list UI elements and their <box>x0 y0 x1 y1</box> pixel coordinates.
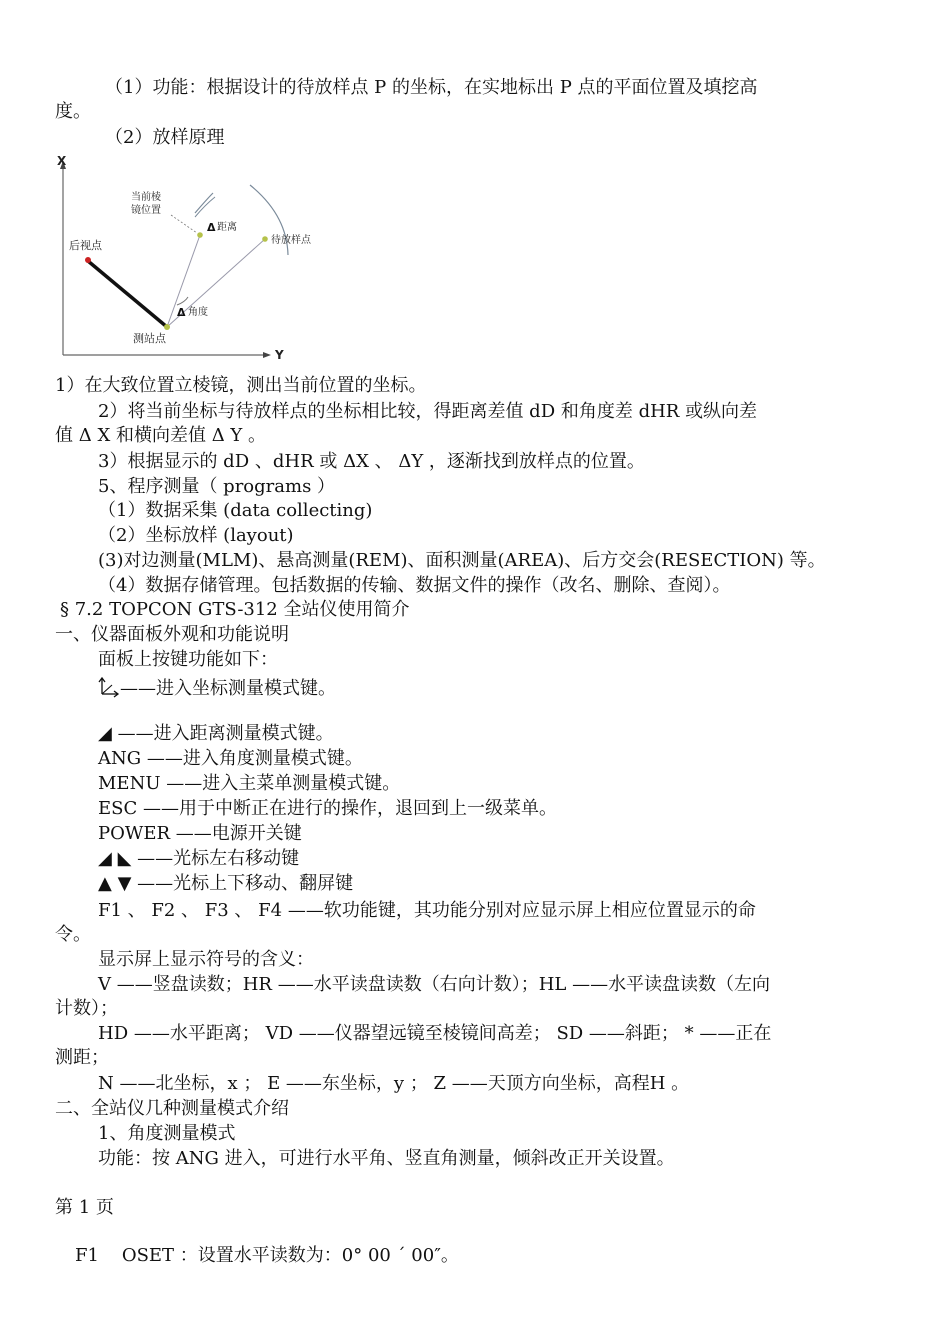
program-item-2: （2）坐标放样 (layout) <box>98 525 294 546</box>
key-coord-text: ——进入坐标测量模式键。 <box>120 678 336 699</box>
symbol-line-3: N ——北坐标，x ； E ——东坐标，y ； Z ——天顶方向坐标，高程H 。 <box>98 1073 690 1094</box>
page-number: 第 1 页 <box>55 1197 114 1218</box>
step-2: 2）将当前坐标与待放样点的坐标相比较，得距离差值 dD 和角度差 dHR 或纵向差 <box>98 401 758 422</box>
section-7-2-title: § 7.2 TOPCON GTS-312 全站仪使用简介 <box>60 599 410 620</box>
principle-heading: （2）放样原理 <box>105 127 225 148</box>
symbol-line-1-cont: 计数）； <box>55 998 118 1019</box>
delta-distance-label: 距离 <box>217 222 237 233</box>
key-function: F1 、 F2 、 F3 、 F4 ——软功能键，其功能分别对应显示屏上相应位置显示的命 <box>98 900 756 921</box>
step-2-cont: 值 Δ X 和横向差值 Δ Y 。 <box>55 425 267 446</box>
current-prism-label-1: 当前棱 <box>131 192 161 203</box>
delta-angle-symbol: Δ <box>177 306 186 319</box>
panel-intro: 面板上按键功能如下： <box>98 649 278 670</box>
symbol-line-2-cont: 测距； <box>55 1047 109 1068</box>
key-up-down: ▲ ▼ ——光标上下移动、翻屏键 <box>98 873 354 894</box>
delta-angle-label: 角度 <box>188 307 208 318</box>
stakeout-principle-diagram <box>55 155 335 365</box>
program-heading: 5、程序测量（ programs ） <box>98 476 336 497</box>
current-prism-dot <box>197 232 203 238</box>
function-paragraph: （1）功能：根据设计的待放样点 P 的坐标，在实地标出 P 点的平面位置及填挖高 <box>105 77 758 98</box>
program-item-1: （1）数据采集 (data collecting) <box>98 500 373 521</box>
key-function-cont: 令。 <box>55 924 91 945</box>
symbol-line-1: V ——竖盘读数；HR ——水平读盘读数（右向计数）；HL ——水平读盘读数（左向 <box>98 974 771 995</box>
prism-leader <box>171 215 197 233</box>
stakeout-dot <box>262 236 268 242</box>
backsight-dot <box>85 257 91 263</box>
step-3: 3）根据显示的 dD 、dHR 或 ΔX 、 ΔY ，逐渐找到放样点的位置。 <box>98 451 645 472</box>
arc-current <box>195 193 213 213</box>
diagram-svg <box>55 155 335 365</box>
key-esc: ESC ——用于中断正在进行的操作，退回到上一级菜单。 <box>98 798 557 819</box>
heading-modes: 二、全站仪几种测量模式介绍 <box>55 1098 289 1119</box>
axis-y-label: Y <box>275 348 284 362</box>
key-coord-line <box>98 676 900 701</box>
backsight-line <box>88 261 167 327</box>
axis-x-label: X <box>57 155 67 168</box>
mode-angle-heading: 1、角度测量模式 <box>98 1123 236 1144</box>
key-menu: MENU ——进入主菜单测量模式键。 <box>98 773 401 794</box>
y-axis-arrow <box>263 352 271 358</box>
coordinate-axes-icon <box>98 676 120 701</box>
station-point-label: 测站点 <box>133 332 166 345</box>
step-1: 1）在大致位置立棱镜，测出当前位置的坐标。 <box>55 375 427 396</box>
backsight-point-label: 后视点 <box>69 239 102 252</box>
arc-current-inner <box>195 197 215 217</box>
program-item-3: (3)对边测量(MLM)、悬高测量(REM)、面积测量(AREA)、后方交会(RESECTION) 等。 <box>98 550 826 571</box>
symbol-line-2: HD ——水平距离； VD ——仪器望远镜至棱镜间高差； SD ——斜距； * ——正在 <box>98 1023 772 1044</box>
key-dist: ◢ ——进入距离测量模式键。 <box>98 723 334 744</box>
delta-distance-symbol: Δ <box>207 221 216 234</box>
station-dot <box>164 324 170 330</box>
key-left-right: ◢ ◣ ——光标左右移动键 <box>98 848 300 869</box>
heading-panel: 一、仪器面板外观和功能说明 <box>55 624 289 645</box>
mode-angle-desc: 功能：按 ANG 进入，可进行水平角、竖直角测量，倾斜改正开关设置。 <box>98 1148 675 1169</box>
key-ang: ANG ——进入角度测量模式键。 <box>98 748 363 769</box>
key-power: POWER ——电源开关键 <box>98 823 302 844</box>
function-paragraph-cont: 度。 <box>55 101 91 122</box>
f1-oset-line: F1 OSET ：设置水平读数为：0° 00 ´ 00″。 <box>75 1245 459 1266</box>
angle-arc <box>177 297 188 305</box>
stakeout-point-label: 待放样点 <box>271 235 311 246</box>
symbol-intro: 显示屏上显示符号的含义： <box>98 949 314 970</box>
current-prism-label-2: 镜位置 <box>131 205 161 216</box>
program-item-4: （4）数据存储管理。包括数据的传输、数据文件的操作（改名、删除、查阅）。 <box>98 575 731 596</box>
